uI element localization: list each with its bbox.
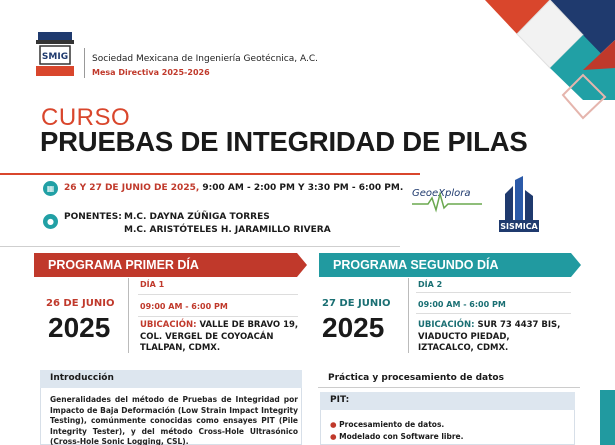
geoexplora-logo xyxy=(408,180,488,220)
sismica-logo-text: SISMICA xyxy=(500,222,538,231)
sismica-logo xyxy=(495,176,543,236)
pit-bullet-text: Modelado con Software libre. xyxy=(339,432,464,441)
day1-label: DÍA 1 xyxy=(140,280,165,289)
day1-banner-arrow xyxy=(297,253,307,277)
calendar-icon: ▦ xyxy=(43,181,58,196)
section-divider xyxy=(0,246,400,247)
location-line: SUR 73 4437 BIS, xyxy=(474,320,561,330)
day2-separator xyxy=(408,278,409,353)
pit-heading: PIT: xyxy=(320,392,575,410)
microphone-icon: ● xyxy=(43,214,58,229)
intro-heading: Introducción xyxy=(40,370,302,388)
day2-label: DÍA 2 xyxy=(418,280,443,289)
day1-separator xyxy=(128,278,129,353)
day1-year: 2025 xyxy=(48,312,111,343)
decorative-corner-shapes xyxy=(455,0,615,120)
geoexplora-logo-text: GeoeXplora xyxy=(412,188,471,199)
day2-year: 2025 xyxy=(322,312,385,343)
day1-time: 09:00 AM - 6:00 PM xyxy=(140,302,228,311)
location-line: IZTACALCO, CDMX. xyxy=(418,343,509,353)
day1-banner: PROGRAMA PRIMER DÍA xyxy=(34,253,297,277)
svg-text:SMIG: SMIG xyxy=(41,52,69,62)
title-underline xyxy=(0,173,420,175)
location-line: VALLE DE BRAVO 19, xyxy=(196,320,299,330)
day2-banner: PROGRAMA SEGUNDO DÍA xyxy=(319,253,571,277)
divider xyxy=(138,294,298,295)
header-divider xyxy=(84,48,85,78)
course-label: CURSO xyxy=(41,104,131,131)
speaker-name: M.C. ARISTÓTELES H. JARAMILLO RIVERA xyxy=(124,225,331,235)
speaker-name: M.C. DAYNA ZÚÑIGA TORRES xyxy=(124,212,270,222)
day1-location xyxy=(140,320,298,355)
schedule-hours: 9:00 AM - 2:00 PM Y 3:30 PM - 6:00 PM. xyxy=(199,183,404,193)
day2-time: 09:00 AM - 6:00 PM xyxy=(418,300,506,309)
location-label: UBICACIÓN: xyxy=(418,320,475,330)
bullet-dot-icon: ● xyxy=(330,420,340,429)
decorative-side-bar xyxy=(600,390,615,445)
day2-banner-arrow xyxy=(571,253,581,277)
speakers-label: PONENTES: xyxy=(64,212,122,222)
course-title: PRUEBAS DE INTEGRIDAD DE PILAS xyxy=(40,126,528,157)
location-label: UBICACIÓN: xyxy=(140,320,197,330)
bullet-dot-icon: ● xyxy=(330,432,340,441)
location-line: COL. VERGEL DE COYOACÁN xyxy=(140,331,274,342)
location-line: TLALPAN, CDMX. xyxy=(140,343,221,353)
pit-bullet xyxy=(330,420,444,429)
day2-date: 27 DE JUNIO xyxy=(322,298,391,309)
smig-logo xyxy=(34,30,76,80)
divider xyxy=(138,316,298,317)
schedule-line xyxy=(64,183,403,193)
divider xyxy=(416,313,571,314)
organization-board: Mesa Directiva 2025-2026 xyxy=(92,68,210,77)
practice-heading: Práctica y procesamiento de datos xyxy=(318,370,580,388)
divider xyxy=(416,292,571,293)
schedule-date: 26 Y 27 DE JUNIO DE 2025, xyxy=(64,183,200,193)
pit-bullet xyxy=(330,432,463,441)
intro-text: Generalidades del método de Pruebas de Integridad por Impacto de Baja Deformación (Low Strain Impact Integrity Testing), comúnmente conocidas como ensayes PIT (Pile Integrity Tester), y del método Cross-Hole Ultrasónico (Cross-Hole Sonic Logging, CSL). xyxy=(50,395,298,445)
pit-bullet-text: Procesamiento de datos. xyxy=(339,420,445,429)
location-line: VIADUCTO PIEDAD, xyxy=(418,331,510,342)
day1-date: 26 DE JUNIO xyxy=(46,298,115,309)
organization-name: Sociedad Mexicana de Ingeniería Geotécnica, A.C. xyxy=(92,54,318,64)
day2-location xyxy=(418,320,560,355)
